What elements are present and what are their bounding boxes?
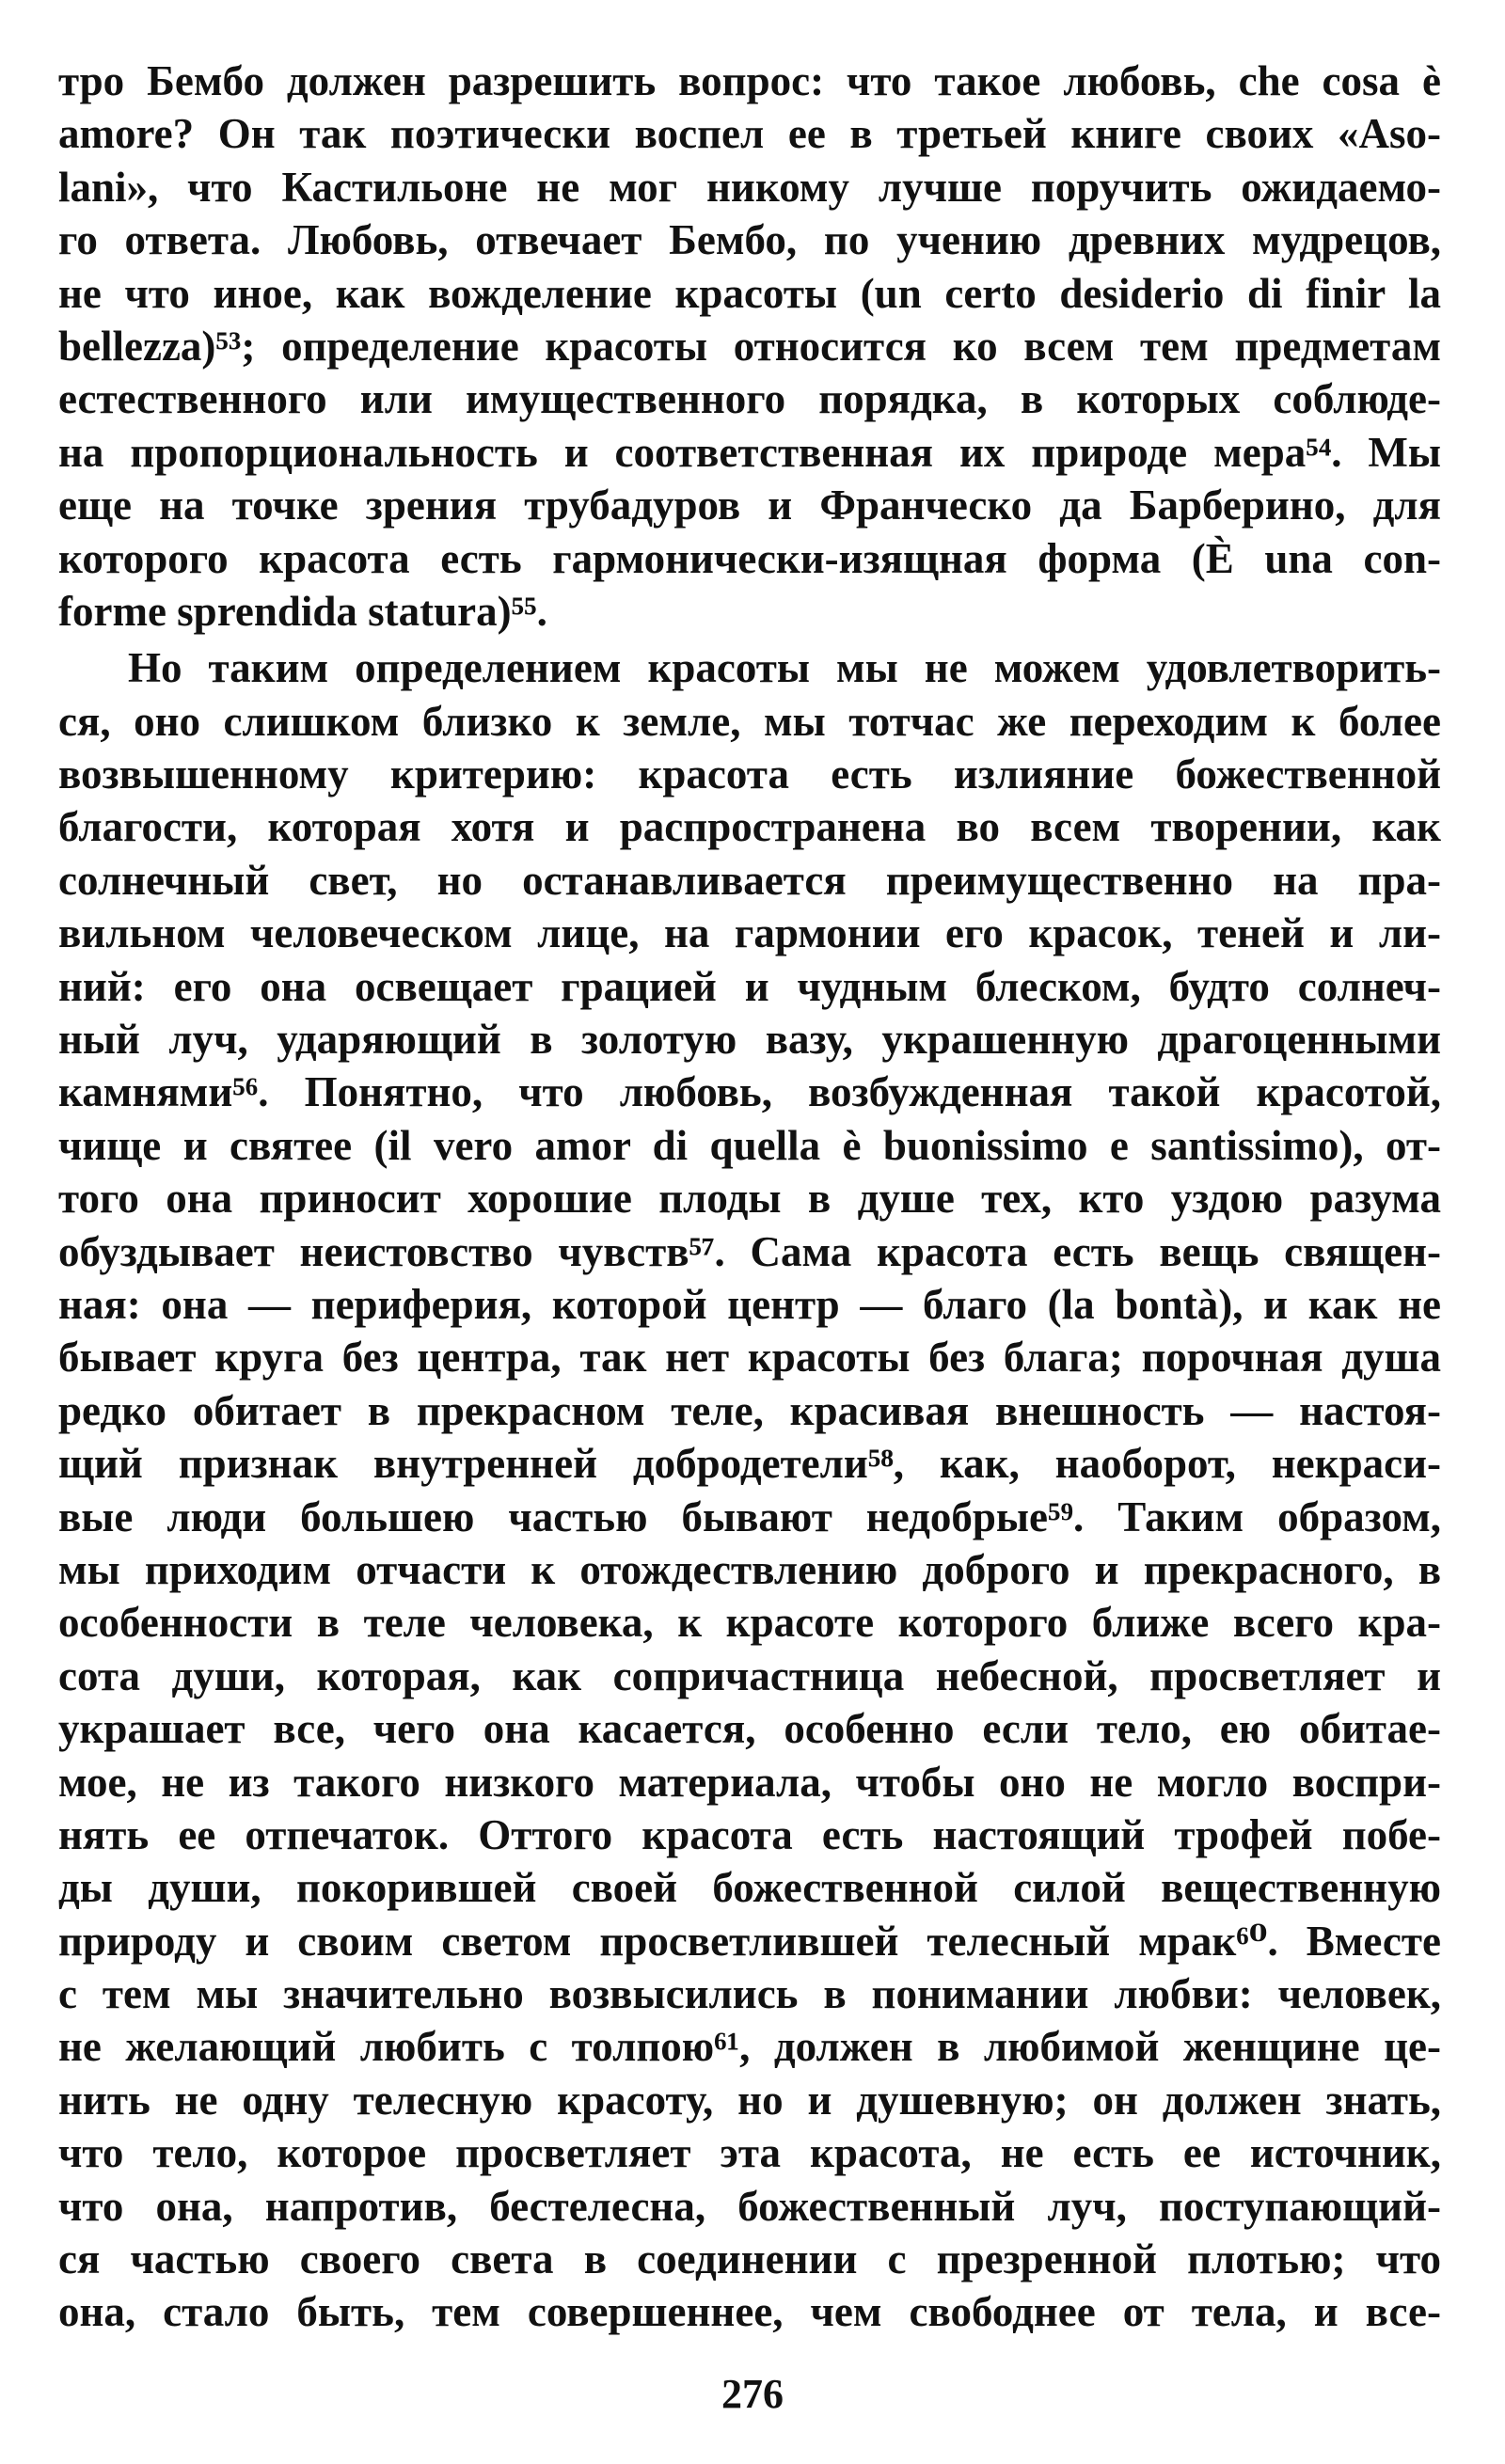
text-line: ся частью своего света в соединении с презренной плотью; что — [58, 2235, 1441, 2283]
text-line: на пропорциональность и соответственная их природе мера⁵⁴. Мы — [58, 428, 1441, 476]
page-number: 276 — [721, 2371, 784, 2417]
text-line: того она приносит хорошие плоды в душе тех, кто уздою разума — [58, 1175, 1441, 1223]
text-line: не желающий любить с толпою⁶¹, должен в любимой женщине це- — [58, 2023, 1441, 2071]
text-line: с тем мы значительно возвысились в понимании любви: человек, — [58, 1970, 1441, 2018]
text-line: обуздывает неистовство чувств⁵⁷. Сама красота есть вещь священ- — [58, 1227, 1441, 1275]
text-line: что тело, которое просветляет эта красота, не есть ее источник, — [58, 2129, 1441, 2177]
text-line: нить не одну телесную красоту, но и душевную; он должен знать, — [58, 2076, 1441, 2124]
text-line: бывает круга без центра, так нет красоты без блага; порочная душа — [58, 1334, 1441, 1382]
text-line: вые люди большею частью бывают недобрые⁵⁹. Таким образом, — [58, 1493, 1441, 1540]
text-line: Но таким определением красоты мы не можем удовлетворить- — [128, 644, 1441, 692]
text-line: не что иное, как вожделение красоты (un certo desiderio di finir la — [58, 269, 1441, 317]
text-line: forme sprendida statura)⁵⁵. — [58, 587, 547, 635]
text-line: еще на точке зрения трубадуров и Франческо да Барберино, для — [58, 482, 1441, 529]
paragraph-2 — [58, 641, 1441, 2339]
text-line: возвышенному критерию: красота есть излияние божественной — [58, 750, 1441, 798]
body-text — [58, 55, 1441, 2339]
text-line: го ответа. Любовь, отвечает Бембо, по учению древних мудрецов, — [58, 216, 1441, 264]
text-line: мое, не из такого низкого материала, чтобы оно не могло воспри- — [58, 1758, 1441, 1806]
text-line: amore? Он так поэтически воспел ее в третьей книге своих «Aso- — [58, 110, 1441, 158]
text-line: природу и своим светом просветлившей телесный мрак⁶⁰. Вместе — [58, 1917, 1441, 1965]
text-line: что она, напротив, бестелесна, божественный луч, поступающий- — [58, 2182, 1441, 2230]
text-line: редко обитает в прекрасном теле, красивая внешность — настоя- — [58, 1386, 1441, 1434]
text-line: ная: она — периферия, которой центр — благо (la bontà), и как не — [58, 1280, 1441, 1328]
text-line: благости, которая хотя и распространена во всем творении, как — [58, 803, 1441, 851]
text-line: щий признак внутренней добродетели⁵⁸, как, наоборот, некраси- — [58, 1440, 1441, 1488]
text-line: особенности в теле человека, к красоте которого ближе всего кра- — [58, 1599, 1441, 1647]
text-line: lani», что Кастильоне не мог никому лучше поручить ожидаемо- — [58, 163, 1441, 211]
text-line: ний: его она освещает грацией и чудным блеском, будто солнеч- — [58, 962, 1441, 1010]
text-line: украшает все, чего она касается, особенно если тело, ею обитае- — [58, 1705, 1441, 1753]
text-line: сота души, которая, как сопричастница небесной, просветляет и — [58, 1651, 1441, 1699]
text-line: которого красота есть гармонически-изящная форма (È una con- — [58, 534, 1441, 582]
text-line: bellezza)⁵³; определение красоты относится ко всем тем предметам — [58, 322, 1441, 370]
text-line: ды души, покорившей своей божественной силой вещественную — [58, 1864, 1441, 1912]
text-line: ся, оно слишком близко к земле, мы тотчас же переходим к более — [58, 697, 1441, 745]
text-line: солнечный свет, но останавливается преимущественно на пра- — [58, 856, 1441, 904]
text-line: она, стало быть, тем совершеннее, чем свободнее от тела, и все- — [58, 2288, 1441, 2336]
text-line: естественного или имущественного порядка, в которых соблюде- — [58, 375, 1441, 423]
text-line: ный луч, ударяющий в золотую вазу, украшенную драгоценными — [58, 1016, 1441, 1064]
paragraph-1 — [58, 55, 1441, 638]
text-line: мы приходим отчасти к отождествлению доброго и прекрасного, в — [58, 1545, 1441, 1593]
text-line: тро Бембо должен разрешить вопрос: что такое любовь, che cosa è — [58, 57, 1441, 104]
text-line: вильном человеческом лице, на гармонии его красок, теней и ли- — [58, 909, 1441, 957]
text-line: нять ее отпечаток. Оттого красота есть настоящий трофей побе- — [58, 1810, 1441, 1858]
text-line: камнями⁵⁶. Понятно, что любовь, возбужденная такой красотой, — [58, 1068, 1441, 1116]
text-line: чище и святее (il vero amor di quella è buonissimo e santissimo), от- — [58, 1121, 1441, 1169]
